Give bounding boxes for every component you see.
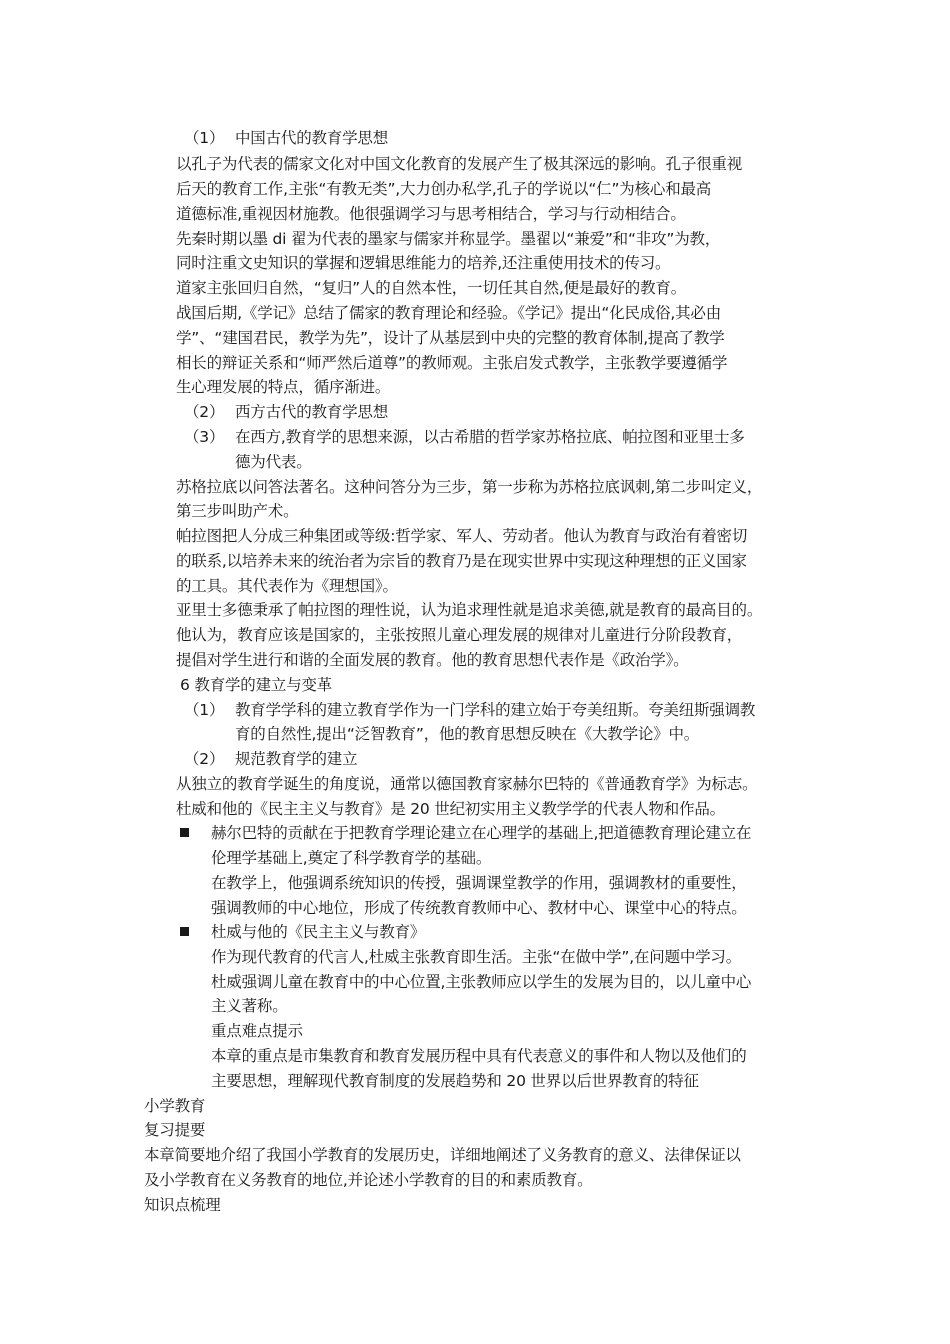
knowledge-heading: 知识点梳理 [144,1196,221,1214]
bullet-line: 赫尔巴特的贡献在于把教育学理论建立在心理学的基础上,把道德教育理论建立在 [211,824,752,842]
review-heading: 复习提要 [144,1121,206,1139]
item-title: 西方古代的教育学思想 [235,403,389,421]
square-bullet-icon [180,927,189,936]
item-number: （1） [184,129,225,147]
paragraph-line: 他认为，教育应该是国家的，主张按照儿童心理发展的规律对儿童进行分阶段教育， [176,626,743,644]
tips-line: 主要思想，理解现代教育制度的发展趋势和 20 世界以后世界教育的特征 [211,1072,699,1090]
summary-line: 及小学教育在义务教育的地位,并论述小学教育的目的和素质教育。 [144,1171,593,1189]
item-number: （1） [184,701,225,719]
paragraph-line: 帕拉图把人分成三种集团或等级:哲学家、军人、劳动者。他认为教育与政治有着密切 [176,527,748,545]
item-line: 教育学学科的建立教育学作为一门学科的建立始于夸美纽斯。夸美纽斯强调教 [235,701,756,719]
paragraph-line: 的联系,以培养未来的统治者为宗旨的教育乃是在现实世界中实现这种理想的正义国家 [176,552,747,570]
bullet-line: 主义著称。 [211,997,288,1015]
bullet-line: 在教学上，他强调系统知识的传授，强调课堂教学的作用，强调教材的重要性， [211,874,747,892]
paragraph-line: 后天的教育工作,主张“有教无类”,大力创办私学,孔子的学说以“仁”为核心和最高 [176,180,712,198]
paragraph-line: 战国后期,《学记》总结了儒家的教育理论和经验。《学记》提出“化民成俗,其必由 [176,304,722,322]
summary-line: 本章简要地介绍了我国小学教育的发展历史，详细地阐述了义务教育的意义、法律保证以 [144,1146,741,1164]
paragraph-line: 第三步叫助产术。 [176,502,299,520]
paragraph-line: 以孔子为代表的儒家文化对中国文化教育的发展产生了极其深远的影响。孔子很重视 [176,155,743,173]
tips-heading: 重点难点提示 [211,1022,303,1040]
paragraph-line: 苏格拉底以问答法著名。这种问答分为三步，第一步称为苏格拉底讽刺,第二步叫定义， [176,478,763,496]
item-number: （3） [184,428,225,446]
item-title: 规范教育学的建立 [235,750,358,768]
bullet-line: 作为现代教育的代言人,杜威主张教育即生活。主张“在做中学”,在问题中学习。 [211,948,742,966]
paragraph-line: 道家主张回归自然，“复归”人的自然本性，一切任其自然,便是最好的教育。 [176,279,686,297]
tips-line: 本章的重点是市集教育和教育发展历程中具有代表意义的事件和人物以及他们的 [211,1047,747,1065]
chapter-title: 小学教育 [144,1097,206,1115]
paragraph-line: 杜威和他的《民主主义与教育》是 20 世纪初实用主义教学学的代表人物和作品。 [176,800,725,818]
square-bullet-icon [180,828,189,837]
paragraph-line: 的工具。其代表作为《理想国》。 [176,577,398,595]
paragraph-line: 相长的辩证关系和“师严然后道尊”的教师观。主张启发式教学，主张教学要遵循学 [176,354,728,372]
paragraph-line: 提倡对学生进行和谐的全面发展的教育。他的教育思想代表作是《政治学》。 [176,651,689,669]
paragraph-line: 先秦时期以墨 di 翟为代表的墨家与儒家并称显学。墨翟以“兼爱”和“非攻”为教， [176,230,721,248]
paragraph-line: 生心理发展的特点，循序渐进。 [176,378,391,396]
bullet-line: 杜威强调儿童在教育中的中心位置,主张教师应以学生的发展为目的，以儿童中心 [211,973,752,991]
paragraph-line: 同时注重文史知识的掌握和逻辑思维能力的培养,还注重使用技术的传习。 [176,254,671,272]
bullet-title: 杜威与他的《民主主义与教育》 [211,923,426,941]
item-number: （2） [184,403,225,421]
paragraph-line: 道德标准,重视因材施教。他很强调学习与思考相结合，学习与行动相结合。 [176,205,686,223]
item-title: 中国古代的教育学思想 [235,129,389,147]
item-line: 在西方,教育学的思想来源，以古希腊的哲学家苏格拉底、帕拉图和亚里士多 [235,428,745,446]
paragraph-line: 从独立的教育学诞生的角度说，通常以德国教育家赫尔巴特的《普通教育学》为标志。 [176,775,758,793]
item-line: 德为代表。 [235,453,312,471]
bullet-line: 伦理学基础上,奠定了科学教育学的基础。 [211,849,492,867]
section-heading: 6 教育学的建立与变革 [180,676,333,694]
item-line: 育的自然性,提出“泛智教育”，他的教育思想反映在《大教学论》中。 [235,725,700,743]
paragraph-line: 学”、“建国君民，教学为先”，设计了从基层到中央的完整的教育体制,提高了教学 [176,329,725,347]
item-number: （2） [184,750,225,768]
bullet-line: 强调教师的中心地位，形成了传统教育教师中心、教材中心、课堂中心的特点。 [211,899,747,917]
paragraph-line: 亚里士多德秉承了帕拉图的理性说，认为追求理性就是追求美德,就是教育的最高目的。 [176,601,763,619]
